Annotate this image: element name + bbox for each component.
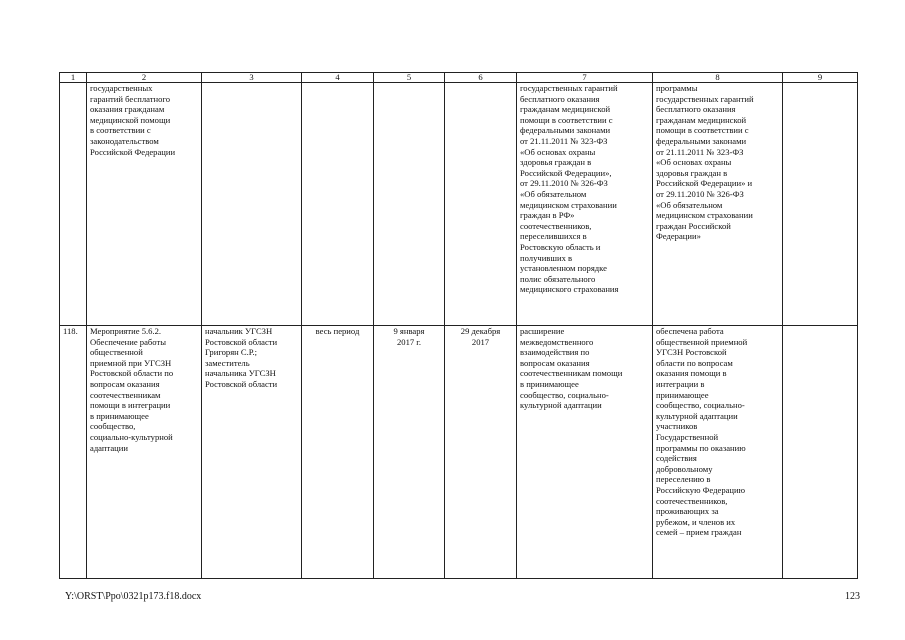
period-cell xyxy=(302,83,374,326)
row-number-cell: 118. xyxy=(60,326,87,579)
actual-result-cell: программы государственных гарантий бесплатного оказания гражданам медицинской помощи в соответствии с федеральными законами от 21.11.2011 № 323-ФЗ «Об основах охраны здоровья граждан в Российской Федерации» и от 29.11.2010 № 326-ФЗ «Об обязательном медицинском страховании граждан Российской Федерации» xyxy=(653,83,783,326)
column-number: 5 xyxy=(374,73,445,83)
page-number: 123 xyxy=(845,591,860,602)
notes-cell xyxy=(783,83,858,326)
column-number: 7 xyxy=(517,73,653,83)
document-table xyxy=(59,72,858,579)
event-name-cell: Мероприятие 5.6.2. Обеспечение работы общественной приемной при УГСЗН Ростовской области по вопросам оказания соотечественникам помощи в интеграции в принимающее сообщество, социально-культурной адаптации xyxy=(87,326,202,579)
column-number: 6 xyxy=(445,73,517,83)
responsible-cell xyxy=(202,83,302,326)
column-number: 3 xyxy=(202,73,302,83)
column-number: 1 xyxy=(60,73,87,83)
start-date-cell xyxy=(374,83,445,326)
event-name-cell: государственных гарантий бесплатного оказания гражданам медицинской помощи в соответствии с законодательством Российской Федерации xyxy=(87,83,202,326)
table-row-continuation xyxy=(60,83,858,326)
table-row-118 xyxy=(60,326,858,579)
responsible-cell: начальник УГСЗН Ростовской области Григорян С.Р.; заместитель начальника УГСЗН Ростовской области xyxy=(202,326,302,579)
column-number: 4 xyxy=(302,73,374,83)
column-number: 9 xyxy=(783,73,858,83)
actual-result-cell: обеспечена работа общественной приемной УГСЗН Ростовской области по вопросам оказания помощи в интеграции в принимающее сообщество, социально- культурной адаптации участников Государственной программы по оказанию содействия добровольному переселению в Российскую Федерацию соотечественников, проживающих за рубежом, и членов их семей – прием граждан xyxy=(653,326,783,579)
column-number-header-row xyxy=(60,73,858,83)
column-number: 2 xyxy=(87,73,202,83)
expected-result-cell: государственных гарантий бесплатного оказания гражданам медицинской помощи в соответствии с федеральными законами от 21.11.2011 № 323-ФЗ «Об основах охраны здоровья граждан в Российской Федерации», от 29.11.2010 № 326-ФЗ «Об обязательном медицинском страховании граждан в РФ» соотечественников, переселившихся в Ростовскую область и получивших в установленном порядке полис обязательного медицинского страхования xyxy=(517,83,653,326)
start-date-cell: 9 января 2017 г. xyxy=(374,326,445,579)
end-date-cell: 29 декабря 2017 xyxy=(445,326,517,579)
column-number: 8 xyxy=(653,73,783,83)
expected-result-cell: расширение межведомственного взаимодействия по вопросам оказания соотечественникам помощи в принимающее сообщество, социально- культурной адаптации xyxy=(517,326,653,579)
notes-cell xyxy=(783,326,858,579)
period-cell: весь период xyxy=(302,326,374,579)
row-number-cell xyxy=(60,83,87,326)
end-date-cell xyxy=(445,83,517,326)
footer-file-path: Y:\ORST\Ppo\0321p173.f18.docx xyxy=(65,591,202,602)
